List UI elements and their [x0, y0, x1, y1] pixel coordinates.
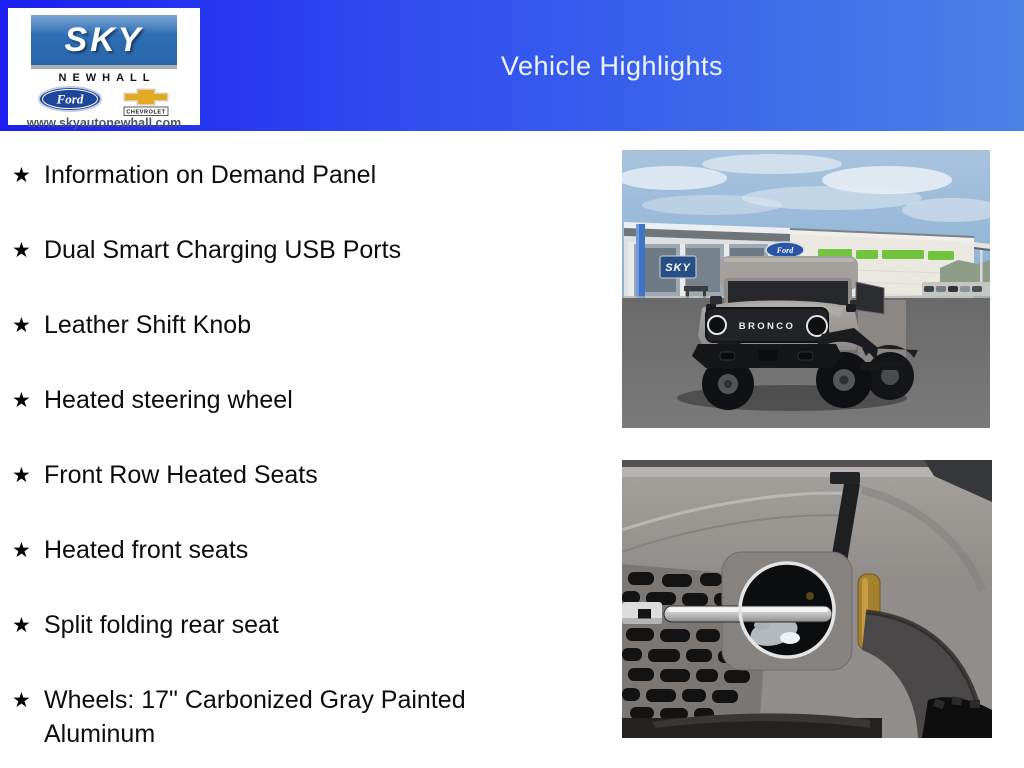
sky-sign — [660, 256, 696, 278]
chevrolet-bowtie-icon — [124, 89, 168, 105]
page-title: Vehicle Highlights — [500, 51, 724, 81]
newhall-label: NEWHALL — [58, 72, 156, 84]
star-bullet-icon: ★ — [12, 238, 31, 262]
feature-text: Wheels: 17" Carbonized Gray Painted Aluminum — [44, 686, 466, 748]
feature-text: Information on Demand Panel — [44, 161, 377, 189]
headlight-right — [807, 316, 827, 336]
feature-item — [12, 233, 560, 267]
ford-logo — [37, 86, 103, 112]
parking-lot-cars — [922, 282, 990, 296]
dealer-logo — [8, 8, 200, 130]
feature-item — [12, 383, 560, 417]
star-bullet-icon: ★ — [12, 688, 31, 712]
feature-item — [12, 158, 560, 192]
photo-bronco-at-dealership — [622, 150, 990, 428]
star-bullet-icon: ★ — [12, 613, 31, 637]
feature-text: Dual Smart Charging USB Ports — [44, 236, 402, 264]
photo-headlight-closeup — [622, 460, 992, 738]
feature-text: Leather Shift Knob — [44, 311, 252, 339]
feature-text: Heated steering wheel — [44, 386, 293, 414]
feature-text: Heated front seats — [44, 536, 249, 564]
chevrolet-logo — [121, 86, 171, 116]
ford-sign-text: Ford — [776, 246, 794, 255]
feature-item — [12, 458, 560, 492]
star-bullet-icon: ★ — [12, 313, 31, 337]
bronco-grille — [706, 308, 828, 342]
ford-sign — [766, 242, 804, 258]
brand-logos-row — [8, 86, 200, 116]
sky-logo-badge — [31, 15, 177, 69]
star-bullet-icon: ★ — [12, 163, 31, 187]
feature-item — [12, 533, 560, 567]
chevrolet-logo-text: CHEVROLET — [126, 109, 166, 116]
feature-item — [12, 308, 560, 342]
feature-item — [12, 683, 560, 751]
feature-item — [12, 608, 560, 642]
headlight-left — [708, 316, 726, 334]
ford-logo-text: Ford — [56, 91, 84, 107]
dealer-url: www.skyautonewhall.com — [26, 116, 182, 130]
star-bullet-icon: ★ — [12, 538, 31, 562]
sky-sign-text: SKY — [665, 262, 691, 274]
grille-text: BRONCO — [738, 321, 796, 332]
star-bullet-icon: ★ — [12, 388, 31, 412]
feature-text: Split folding rear seat — [44, 611, 279, 639]
feature-list — [12, 158, 560, 751]
feature-text: Front Row Heated Seats — [44, 461, 318, 489]
star-bullet-icon: ★ — [12, 463, 31, 487]
sky-logo-text: SKY — [64, 20, 144, 59]
